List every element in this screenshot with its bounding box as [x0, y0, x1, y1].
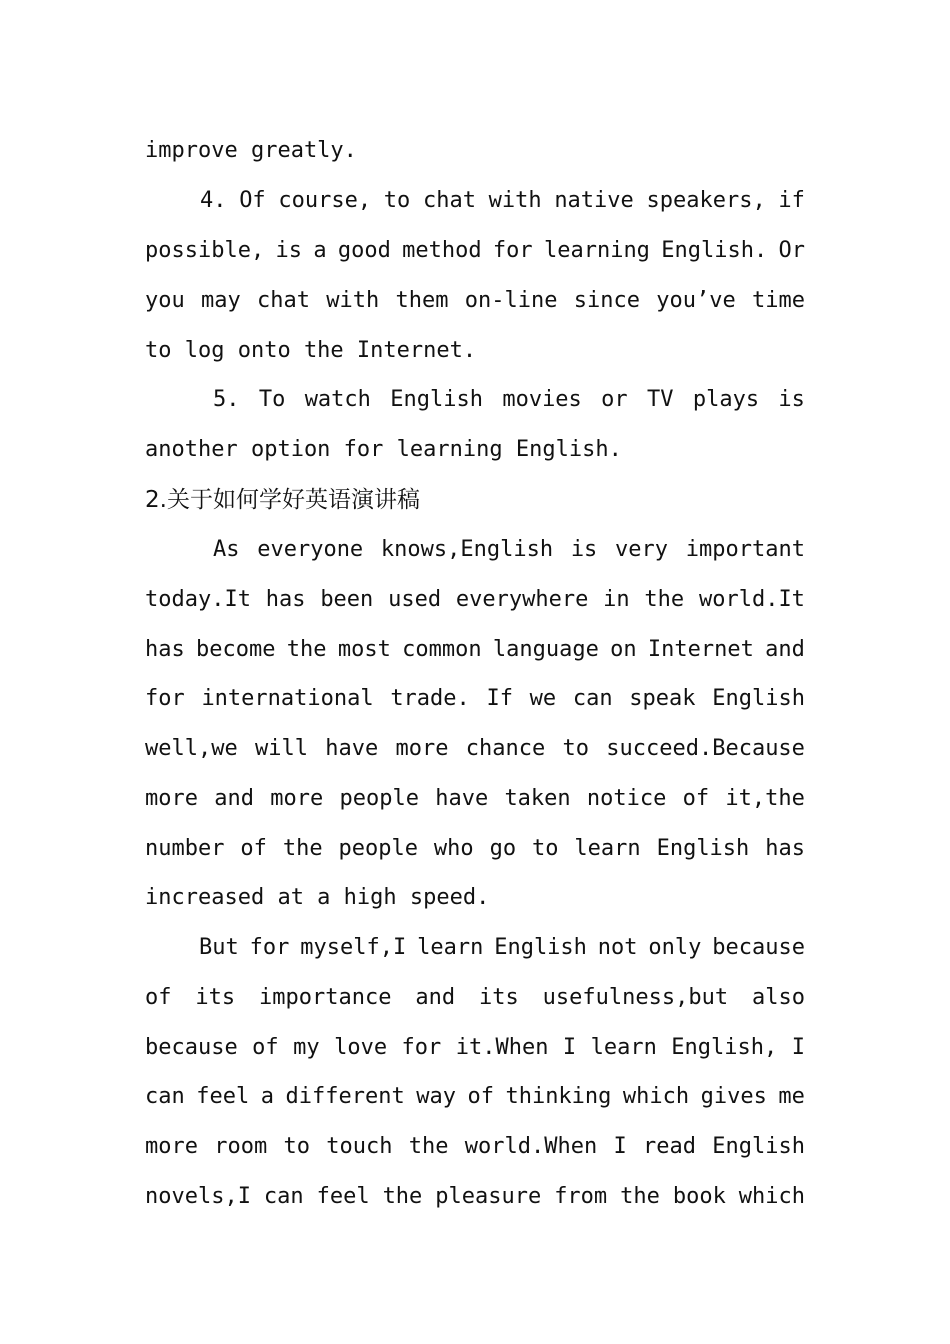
word: English — [656, 836, 750, 861]
word: on — [610, 637, 637, 662]
text-line: to log onto the Internet. — [145, 338, 477, 363]
word: only — [648, 935, 702, 960]
word: English — [390, 387, 483, 412]
text-line — [145, 1182, 805, 1212]
word: has — [265, 587, 306, 612]
word: common — [402, 637, 482, 662]
text-line — [145, 684, 805, 714]
word: learn — [417, 935, 484, 960]
word: 5. — [213, 387, 240, 412]
word: the — [644, 587, 685, 612]
word: book — [672, 1184, 726, 1209]
text-line — [145, 635, 805, 665]
word: myself,I — [300, 935, 407, 960]
word: more — [395, 736, 449, 761]
word: TV — [647, 387, 674, 412]
word: important — [685, 537, 805, 562]
word: English — [712, 686, 805, 711]
word: for — [145, 686, 185, 711]
word: for — [401, 1035, 442, 1060]
word: 4. — [200, 188, 227, 213]
text-line: another option for learning English. — [145, 437, 622, 462]
text-line — [145, 734, 805, 764]
word: taken — [504, 786, 571, 811]
word: world.It — [698, 587, 805, 612]
word: the — [620, 1184, 660, 1209]
word: of — [145, 985, 172, 1010]
text-line — [145, 1033, 805, 1063]
word: of — [240, 836, 267, 861]
word: chance — [465, 736, 546, 761]
word: with — [326, 288, 380, 313]
text-line — [145, 1132, 805, 1162]
word: world.When — [464, 1134, 598, 1159]
word: the — [382, 1184, 423, 1209]
word: from — [554, 1184, 608, 1209]
word: watch — [304, 387, 371, 412]
text-line — [200, 186, 805, 216]
word: time — [752, 288, 805, 313]
word: will — [254, 736, 308, 761]
word: its — [195, 985, 236, 1010]
word: As — [213, 537, 240, 562]
text-line — [145, 236, 805, 266]
word: possible, — [145, 238, 265, 263]
word: of — [252, 1035, 279, 1060]
word: to — [562, 736, 589, 761]
word: a — [260, 1084, 274, 1109]
word: the — [408, 1134, 449, 1159]
word: notice — [586, 786, 667, 811]
word: importance — [259, 985, 392, 1010]
word: me — [778, 1084, 805, 1109]
word: its — [479, 985, 519, 1010]
word: touch — [326, 1134, 393, 1159]
word: more — [270, 786, 324, 811]
word: plays — [692, 387, 760, 412]
word: because — [712, 935, 805, 960]
text-line — [199, 933, 805, 963]
word: Or — [778, 238, 805, 263]
word: number — [145, 836, 225, 861]
word: a — [313, 238, 327, 263]
word: we — [529, 686, 557, 711]
word: succeed.Because — [606, 736, 805, 761]
word: feel — [316, 1184, 370, 1209]
word: to — [383, 188, 411, 213]
word: movies — [502, 387, 582, 412]
word: since — [573, 288, 640, 313]
word: the — [286, 637, 327, 662]
text-line — [145, 1082, 805, 1112]
text-line — [145, 784, 805, 814]
word: I — [613, 1134, 627, 1159]
word: can — [572, 686, 613, 711]
word: for — [249, 935, 290, 960]
word: has — [765, 836, 805, 861]
word: Internet — [647, 637, 754, 662]
word: English, — [671, 1035, 778, 1060]
word: the — [282, 836, 323, 861]
word: you — [145, 288, 185, 313]
word: native — [554, 188, 634, 213]
word: most — [337, 637, 391, 662]
word: to — [532, 836, 559, 861]
word: everyone — [257, 537, 364, 562]
word: also — [751, 985, 805, 1010]
text-line: increased at a high speed. — [145, 885, 490, 910]
word: different — [285, 1084, 405, 1109]
word: is — [570, 537, 598, 562]
word: used — [388, 587, 442, 612]
word: more — [145, 1134, 198, 1159]
word: if — [778, 188, 805, 213]
word: learn — [574, 836, 641, 861]
word: But — [199, 935, 239, 960]
word: well,we — [145, 736, 238, 761]
word: speak — [629, 686, 696, 711]
word: course, — [278, 188, 372, 213]
word: people — [338, 836, 418, 861]
word: gives — [700, 1084, 767, 1109]
word: good — [337, 238, 391, 263]
word: knows,English — [380, 537, 554, 562]
text-line: improve greatly. — [145, 138, 357, 163]
word: is — [275, 238, 303, 263]
word: usefulness,but — [542, 985, 729, 1010]
word: read — [643, 1134, 696, 1159]
word: novels,I — [145, 1184, 251, 1209]
word: have — [325, 736, 379, 761]
word: chat — [422, 188, 476, 213]
text-line — [145, 585, 805, 615]
word: it,the — [725, 786, 805, 811]
word: it.When — [455, 1035, 549, 1060]
word: today.It — [145, 587, 251, 612]
word: more — [145, 786, 198, 811]
word: If — [486, 686, 513, 711]
word: which — [738, 1184, 805, 1209]
word: way — [416, 1084, 456, 1109]
word: method — [402, 238, 482, 263]
text-line — [145, 834, 805, 864]
text-line — [213, 385, 805, 415]
word: in — [603, 587, 630, 612]
word: become — [196, 637, 276, 662]
word: is — [778, 387, 805, 412]
word: with — [488, 188, 542, 213]
word: speakers, — [646, 188, 766, 213]
word: I — [791, 1035, 805, 1060]
word: English — [494, 935, 587, 960]
word: language — [492, 637, 599, 662]
word: go — [489, 836, 517, 861]
word: on-line — [464, 288, 558, 313]
word: pleasure — [435, 1184, 542, 1209]
word: have — [435, 786, 489, 811]
word: English. — [661, 238, 768, 263]
word: English — [712, 1134, 805, 1159]
word: international — [201, 686, 374, 711]
word: and — [214, 786, 254, 811]
word: and — [415, 985, 456, 1010]
word: not — [597, 935, 638, 960]
word: everywhere — [455, 587, 589, 612]
word: because — [145, 1035, 238, 1060]
word: who — [433, 836, 474, 861]
word: or — [601, 387, 628, 412]
word: trade. — [390, 686, 470, 711]
word: been — [320, 587, 374, 612]
word: them — [395, 288, 449, 313]
word: Of — [239, 188, 266, 213]
word: and — [765, 637, 805, 662]
text-line — [145, 983, 805, 1013]
word: people — [339, 786, 419, 811]
word: my — [293, 1035, 320, 1060]
word: room — [214, 1134, 268, 1159]
word: can — [145, 1084, 185, 1109]
word: of — [467, 1084, 494, 1109]
word: you’ve — [656, 288, 736, 313]
word: chat — [257, 288, 311, 313]
section-heading: 2.关于如何学好英语演讲稿 — [145, 487, 420, 513]
word: has — [145, 637, 185, 662]
text-line — [213, 535, 805, 565]
word: of — [682, 786, 710, 811]
word: to — [283, 1134, 310, 1159]
word: very — [615, 537, 669, 562]
word: To — [258, 387, 286, 412]
word: thinking — [505, 1084, 612, 1109]
word: I — [562, 1035, 577, 1060]
word: learning — [543, 238, 650, 263]
word: learn — [590, 1035, 657, 1060]
word: love — [334, 1035, 388, 1060]
word: for — [492, 238, 533, 263]
word: can — [263, 1184, 304, 1209]
word: may — [201, 288, 241, 313]
word: which — [622, 1084, 690, 1109]
text-line — [145, 286, 805, 316]
word: feel — [196, 1084, 250, 1109]
